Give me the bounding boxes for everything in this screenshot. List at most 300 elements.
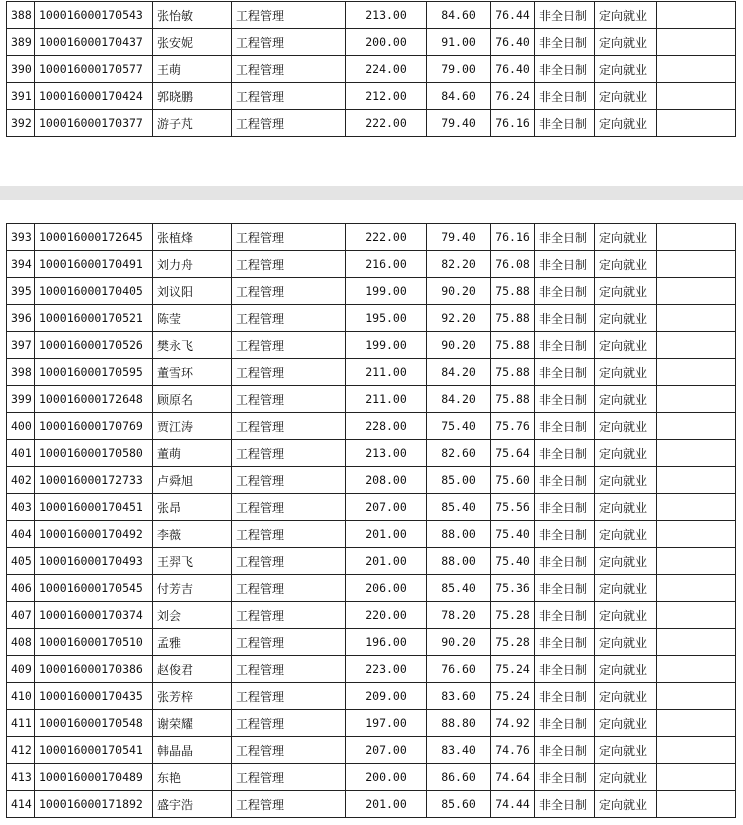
- candidate-id-cell: 100016000170386: [35, 656, 153, 683]
- table-row: [7, 278, 736, 305]
- interview-score-cell: 90.20: [427, 629, 491, 656]
- remarks-cell: [657, 224, 736, 251]
- major-cell: 工程管理: [232, 305, 346, 332]
- candidate-id-cell: 100016000170435: [35, 683, 153, 710]
- table-row: [7, 110, 736, 137]
- total-score-cell: 74.44: [491, 791, 535, 818]
- employment-type-cell: 定向就业: [595, 710, 657, 737]
- remarks-cell: [657, 56, 736, 83]
- initial-score-cell: 206.00: [346, 575, 427, 602]
- candidate-id-cell: 100016000170545: [35, 575, 153, 602]
- candidate-name-cell: 郭晓鹏: [153, 83, 232, 110]
- study-mode-cell: 非全日制: [535, 521, 595, 548]
- study-mode-cell: 非全日制: [535, 440, 595, 467]
- candidate-name-cell: 顾原名: [153, 386, 232, 413]
- interview-score-cell: 92.20: [427, 305, 491, 332]
- initial-score-cell: 220.00: [346, 602, 427, 629]
- employment-type-cell: 定向就业: [595, 224, 657, 251]
- study-mode-cell: 非全日制: [535, 83, 595, 110]
- initial-score-cell: 207.00: [346, 494, 427, 521]
- employment-type-cell: 定向就业: [595, 359, 657, 386]
- table-row: [7, 683, 736, 710]
- total-score-cell: 75.88: [491, 386, 535, 413]
- candidate-name-cell: 张植烽: [153, 224, 232, 251]
- employment-type-cell: 定向就业: [595, 278, 657, 305]
- major-cell: 工程管理: [232, 251, 346, 278]
- candidate-name-cell: 王羿飞: [153, 548, 232, 575]
- major-cell: 工程管理: [232, 278, 346, 305]
- study-mode-cell: 非全日制: [535, 224, 595, 251]
- employment-type-cell: 定向就业: [595, 521, 657, 548]
- interview-score-cell: 88.00: [427, 548, 491, 575]
- interview-score-cell: 84.20: [427, 359, 491, 386]
- candidate-name-cell: 贾江涛: [153, 413, 232, 440]
- candidate-id-cell: 100016000170489: [35, 764, 153, 791]
- study-mode-cell: 非全日制: [535, 251, 595, 278]
- table-row: [7, 602, 736, 629]
- table-row: [7, 305, 736, 332]
- total-score-cell: 75.36: [491, 575, 535, 602]
- total-score-cell: 76.44: [491, 2, 535, 29]
- remarks-cell: [657, 656, 736, 683]
- candidate-id-cell: 100016000170424: [35, 83, 153, 110]
- study-mode-cell: 非全日制: [535, 737, 595, 764]
- major-cell: 工程管理: [232, 494, 346, 521]
- total-score-cell: 75.64: [491, 440, 535, 467]
- candidate-name-cell: 东艳: [153, 764, 232, 791]
- interview-score-cell: 82.20: [427, 251, 491, 278]
- initial-score-cell: 216.00: [346, 251, 427, 278]
- study-mode-cell: 非全日制: [535, 629, 595, 656]
- study-mode-cell: 非全日制: [535, 548, 595, 575]
- candidate-id-cell: 100016000170510: [35, 629, 153, 656]
- remarks-cell: [657, 494, 736, 521]
- total-score-cell: 75.88: [491, 305, 535, 332]
- remarks-cell: [657, 110, 736, 137]
- employment-type-cell: 定向就业: [595, 2, 657, 29]
- table-body-page-2: [7, 224, 736, 818]
- results-table-page-2: [6, 223, 736, 818]
- initial-score-cell: 223.00: [346, 656, 427, 683]
- table-row: [7, 656, 736, 683]
- candidate-name-cell: 董雪环: [153, 359, 232, 386]
- interview-score-cell: 88.80: [427, 710, 491, 737]
- candidate-name-cell: 张昂: [153, 494, 232, 521]
- study-mode-cell: 非全日制: [535, 710, 595, 737]
- employment-type-cell: 定向就业: [595, 494, 657, 521]
- major-cell: 工程管理: [232, 710, 346, 737]
- total-score-cell: 75.76: [491, 413, 535, 440]
- remarks-cell: [657, 386, 736, 413]
- total-score-cell: 75.28: [491, 629, 535, 656]
- total-score-cell: 76.24: [491, 83, 535, 110]
- results-table-page-1: [6, 1, 736, 137]
- table-row: [7, 224, 736, 251]
- table-row: [7, 575, 736, 602]
- initial-score-cell: 195.00: [346, 305, 427, 332]
- study-mode-cell: 非全日制: [535, 602, 595, 629]
- interview-score-cell: 79.00: [427, 56, 491, 83]
- interview-score-cell: 85.60: [427, 791, 491, 818]
- total-score-cell: 75.40: [491, 521, 535, 548]
- initial-score-cell: 200.00: [346, 29, 427, 56]
- remarks-cell: [657, 791, 736, 818]
- row-number-cell: 392: [7, 110, 35, 137]
- initial-score-cell: 209.00: [346, 683, 427, 710]
- candidate-id-cell: 100016000170548: [35, 710, 153, 737]
- table-row: [7, 629, 736, 656]
- table-row: [7, 764, 736, 791]
- major-cell: 工程管理: [232, 548, 346, 575]
- employment-type-cell: 定向就业: [595, 29, 657, 56]
- initial-score-cell: 200.00: [346, 764, 427, 791]
- candidate-id-cell: 100016000170492: [35, 521, 153, 548]
- candidate-name-cell: 李薇: [153, 521, 232, 548]
- candidate-id-cell: 100016000170769: [35, 413, 153, 440]
- major-cell: 工程管理: [232, 656, 346, 683]
- remarks-cell: [657, 629, 736, 656]
- row-number-cell: 395: [7, 278, 35, 305]
- remarks-cell: [657, 251, 736, 278]
- remarks-cell: [657, 575, 736, 602]
- table-row: [7, 494, 736, 521]
- employment-type-cell: 定向就业: [595, 791, 657, 818]
- page-break: [0, 186, 743, 200]
- interview-score-cell: 85.40: [427, 575, 491, 602]
- candidate-id-cell: 100016000170493: [35, 548, 153, 575]
- initial-score-cell: 213.00: [346, 2, 427, 29]
- remarks-cell: [657, 29, 736, 56]
- study-mode-cell: 非全日制: [535, 359, 595, 386]
- candidate-name-cell: 樊永飞: [153, 332, 232, 359]
- candidate-id-cell: 100016000171892: [35, 791, 153, 818]
- initial-score-cell: 197.00: [346, 710, 427, 737]
- initial-score-cell: 212.00: [346, 83, 427, 110]
- total-score-cell: 75.28: [491, 602, 535, 629]
- candidate-name-cell: 陈莹: [153, 305, 232, 332]
- row-number-cell: 388: [7, 2, 35, 29]
- row-number-cell: 408: [7, 629, 35, 656]
- employment-type-cell: 定向就业: [595, 764, 657, 791]
- interview-score-cell: 85.40: [427, 494, 491, 521]
- total-score-cell: 75.24: [491, 683, 535, 710]
- row-number-cell: 393: [7, 224, 35, 251]
- total-score-cell: 74.76: [491, 737, 535, 764]
- row-number-cell: 406: [7, 575, 35, 602]
- major-cell: 工程管理: [232, 29, 346, 56]
- table-row: [7, 83, 736, 110]
- table-body-page-1: [7, 2, 736, 137]
- total-score-cell: 75.56: [491, 494, 535, 521]
- major-cell: 工程管理: [232, 440, 346, 467]
- major-cell: 工程管理: [232, 575, 346, 602]
- row-number-cell: 396: [7, 305, 35, 332]
- candidate-name-cell: 谢荣耀: [153, 710, 232, 737]
- row-number-cell: 389: [7, 29, 35, 56]
- remarks-cell: [657, 2, 736, 29]
- interview-score-cell: 79.40: [427, 110, 491, 137]
- remarks-cell: [657, 440, 736, 467]
- study-mode-cell: 非全日制: [535, 386, 595, 413]
- employment-type-cell: 定向就业: [595, 251, 657, 278]
- study-mode-cell: 非全日制: [535, 413, 595, 440]
- remarks-cell: [657, 683, 736, 710]
- candidate-id-cell: 100016000170437: [35, 29, 153, 56]
- employment-type-cell: 定向就业: [595, 56, 657, 83]
- employment-type-cell: 定向就业: [595, 83, 657, 110]
- table-row: [7, 413, 736, 440]
- total-score-cell: 76.40: [491, 29, 535, 56]
- remarks-cell: [657, 332, 736, 359]
- row-number-cell: 404: [7, 521, 35, 548]
- initial-score-cell: 199.00: [346, 278, 427, 305]
- total-score-cell: 75.88: [491, 332, 535, 359]
- employment-type-cell: 定向就业: [595, 386, 657, 413]
- remarks-cell: [657, 764, 736, 791]
- major-cell: 工程管理: [232, 764, 346, 791]
- candidate-id-cell: 100016000170521: [35, 305, 153, 332]
- remarks-cell: [657, 521, 736, 548]
- candidate-name-cell: 付芳吉: [153, 575, 232, 602]
- study-mode-cell: 非全日制: [535, 110, 595, 137]
- row-number-cell: 402: [7, 467, 35, 494]
- employment-type-cell: 定向就业: [595, 332, 657, 359]
- remarks-cell: [657, 305, 736, 332]
- initial-score-cell: 199.00: [346, 332, 427, 359]
- table-row: [7, 521, 736, 548]
- table-row: [7, 467, 736, 494]
- employment-type-cell: 定向就业: [595, 683, 657, 710]
- employment-type-cell: 定向就业: [595, 656, 657, 683]
- table-row: [7, 440, 736, 467]
- table-row: [7, 737, 736, 764]
- candidate-id-cell: 100016000170491: [35, 251, 153, 278]
- candidate-name-cell: 游子芃: [153, 110, 232, 137]
- candidate-id-cell: 100016000170541: [35, 737, 153, 764]
- major-cell: 工程管理: [232, 602, 346, 629]
- row-number-cell: 412: [7, 737, 35, 764]
- initial-score-cell: 211.00: [346, 359, 427, 386]
- candidate-id-cell: 100016000172648: [35, 386, 153, 413]
- candidate-id-cell: 100016000170543: [35, 2, 153, 29]
- initial-score-cell: 222.00: [346, 224, 427, 251]
- total-score-cell: 74.92: [491, 710, 535, 737]
- table-row: [7, 548, 736, 575]
- major-cell: 工程管理: [232, 386, 346, 413]
- candidate-name-cell: 刘会: [153, 602, 232, 629]
- total-score-cell: 76.40: [491, 56, 535, 83]
- candidate-id-cell: 100016000170374: [35, 602, 153, 629]
- employment-type-cell: 定向就业: [595, 305, 657, 332]
- study-mode-cell: 非全日制: [535, 29, 595, 56]
- candidate-id-cell: 100016000170451: [35, 494, 153, 521]
- candidate-id-cell: 100016000172645: [35, 224, 153, 251]
- row-number-cell: 391: [7, 83, 35, 110]
- major-cell: 工程管理: [232, 413, 346, 440]
- study-mode-cell: 非全日制: [535, 332, 595, 359]
- total-score-cell: 76.16: [491, 110, 535, 137]
- table-row: [7, 791, 736, 818]
- interview-score-cell: 88.00: [427, 521, 491, 548]
- initial-score-cell: 207.00: [346, 737, 427, 764]
- candidate-name-cell: 董萌: [153, 440, 232, 467]
- major-cell: 工程管理: [232, 110, 346, 137]
- study-mode-cell: 非全日制: [535, 656, 595, 683]
- table-row: [7, 710, 736, 737]
- remarks-cell: [657, 548, 736, 575]
- candidate-id-cell: 100016000170595: [35, 359, 153, 386]
- candidate-name-cell: 盛宇浩: [153, 791, 232, 818]
- row-number-cell: 411: [7, 710, 35, 737]
- study-mode-cell: 非全日制: [535, 278, 595, 305]
- study-mode-cell: 非全日制: [535, 2, 595, 29]
- row-number-cell: 403: [7, 494, 35, 521]
- employment-type-cell: 定向就业: [595, 629, 657, 656]
- initial-score-cell: 213.00: [346, 440, 427, 467]
- table-row: [7, 56, 736, 83]
- total-score-cell: 75.88: [491, 278, 535, 305]
- initial-score-cell: 201.00: [346, 521, 427, 548]
- employment-type-cell: 定向就业: [595, 737, 657, 764]
- initial-score-cell: 224.00: [346, 56, 427, 83]
- remarks-cell: [657, 359, 736, 386]
- major-cell: 工程管理: [232, 359, 346, 386]
- table-row: [7, 386, 736, 413]
- employment-type-cell: 定向就业: [595, 602, 657, 629]
- candidate-id-cell: 100016000170526: [35, 332, 153, 359]
- major-cell: 工程管理: [232, 332, 346, 359]
- total-score-cell: 76.08: [491, 251, 535, 278]
- interview-score-cell: 84.20: [427, 386, 491, 413]
- candidate-id-cell: 100016000170377: [35, 110, 153, 137]
- major-cell: 工程管理: [232, 2, 346, 29]
- remarks-cell: [657, 413, 736, 440]
- study-mode-cell: 非全日制: [535, 764, 595, 791]
- candidate-name-cell: 孟雅: [153, 629, 232, 656]
- interview-score-cell: 84.60: [427, 2, 491, 29]
- major-cell: 工程管理: [232, 791, 346, 818]
- row-number-cell: 405: [7, 548, 35, 575]
- major-cell: 工程管理: [232, 83, 346, 110]
- remarks-cell: [657, 710, 736, 737]
- major-cell: 工程管理: [232, 56, 346, 83]
- interview-score-cell: 84.60: [427, 83, 491, 110]
- remarks-cell: [657, 83, 736, 110]
- total-score-cell: 75.24: [491, 656, 535, 683]
- interview-score-cell: 78.20: [427, 602, 491, 629]
- study-mode-cell: 非全日制: [535, 575, 595, 602]
- row-number-cell: 414: [7, 791, 35, 818]
- table-row: [7, 2, 736, 29]
- row-number-cell: 398: [7, 359, 35, 386]
- study-mode-cell: 非全日制: [535, 56, 595, 83]
- interview-score-cell: 79.40: [427, 224, 491, 251]
- study-mode-cell: 非全日制: [535, 791, 595, 818]
- candidate-name-cell: 刘议阳: [153, 278, 232, 305]
- employment-type-cell: 定向就业: [595, 467, 657, 494]
- major-cell: 工程管理: [232, 467, 346, 494]
- candidate-name-cell: 张怡敏: [153, 2, 232, 29]
- candidate-name-cell: 韩晶晶: [153, 737, 232, 764]
- row-number-cell: 410: [7, 683, 35, 710]
- candidate-name-cell: 张安妮: [153, 29, 232, 56]
- interview-score-cell: 86.60: [427, 764, 491, 791]
- remarks-cell: [657, 737, 736, 764]
- employment-type-cell: 定向就业: [595, 440, 657, 467]
- candidate-id-cell: 100016000170405: [35, 278, 153, 305]
- initial-score-cell: 211.00: [346, 386, 427, 413]
- study-mode-cell: 非全日制: [535, 683, 595, 710]
- major-cell: 工程管理: [232, 224, 346, 251]
- major-cell: 工程管理: [232, 737, 346, 764]
- interview-score-cell: 90.20: [427, 332, 491, 359]
- candidate-name-cell: 王萌: [153, 56, 232, 83]
- row-number-cell: 401: [7, 440, 35, 467]
- employment-type-cell: 定向就业: [595, 575, 657, 602]
- initial-score-cell: 208.00: [346, 467, 427, 494]
- interview-score-cell: 83.60: [427, 683, 491, 710]
- candidate-id-cell: 100016000172733: [35, 467, 153, 494]
- major-cell: 工程管理: [232, 683, 346, 710]
- candidate-name-cell: 卢舜旭: [153, 467, 232, 494]
- row-number-cell: 394: [7, 251, 35, 278]
- employment-type-cell: 定向就业: [595, 548, 657, 575]
- total-score-cell: 74.64: [491, 764, 535, 791]
- candidate-id-cell: 100016000170580: [35, 440, 153, 467]
- row-number-cell: 409: [7, 656, 35, 683]
- major-cell: 工程管理: [232, 521, 346, 548]
- candidate-name-cell: 刘力舟: [153, 251, 232, 278]
- initial-score-cell: 196.00: [346, 629, 427, 656]
- total-score-cell: 75.88: [491, 359, 535, 386]
- remarks-cell: [657, 278, 736, 305]
- study-mode-cell: 非全日制: [535, 467, 595, 494]
- table-row: [7, 251, 736, 278]
- employment-type-cell: 定向就业: [595, 413, 657, 440]
- candidate-name-cell: 张芳梓: [153, 683, 232, 710]
- interview-score-cell: 83.40: [427, 737, 491, 764]
- major-cell: 工程管理: [232, 629, 346, 656]
- initial-score-cell: 228.00: [346, 413, 427, 440]
- interview-score-cell: 85.00: [427, 467, 491, 494]
- total-score-cell: 75.60: [491, 467, 535, 494]
- initial-score-cell: 201.00: [346, 548, 427, 575]
- interview-score-cell: 75.40: [427, 413, 491, 440]
- total-score-cell: 76.16: [491, 224, 535, 251]
- study-mode-cell: 非全日制: [535, 494, 595, 521]
- row-number-cell: 407: [7, 602, 35, 629]
- row-number-cell: 399: [7, 386, 35, 413]
- initial-score-cell: 222.00: [346, 110, 427, 137]
- row-number-cell: 400: [7, 413, 35, 440]
- interview-score-cell: 82.60: [427, 440, 491, 467]
- initial-score-cell: 201.00: [346, 791, 427, 818]
- total-score-cell: 75.40: [491, 548, 535, 575]
- row-number-cell: 390: [7, 56, 35, 83]
- interview-score-cell: 90.20: [427, 278, 491, 305]
- row-number-cell: 413: [7, 764, 35, 791]
- row-number-cell: 397: [7, 332, 35, 359]
- study-mode-cell: 非全日制: [535, 305, 595, 332]
- interview-score-cell: 76.60: [427, 656, 491, 683]
- candidate-name-cell: 赵俊君: [153, 656, 232, 683]
- candidate-id-cell: 100016000170577: [35, 56, 153, 83]
- table-row: [7, 332, 736, 359]
- employment-type-cell: 定向就业: [595, 110, 657, 137]
- table-row: [7, 29, 736, 56]
- page-margin: [0, 170, 743, 186]
- interview-score-cell: 91.00: [427, 29, 491, 56]
